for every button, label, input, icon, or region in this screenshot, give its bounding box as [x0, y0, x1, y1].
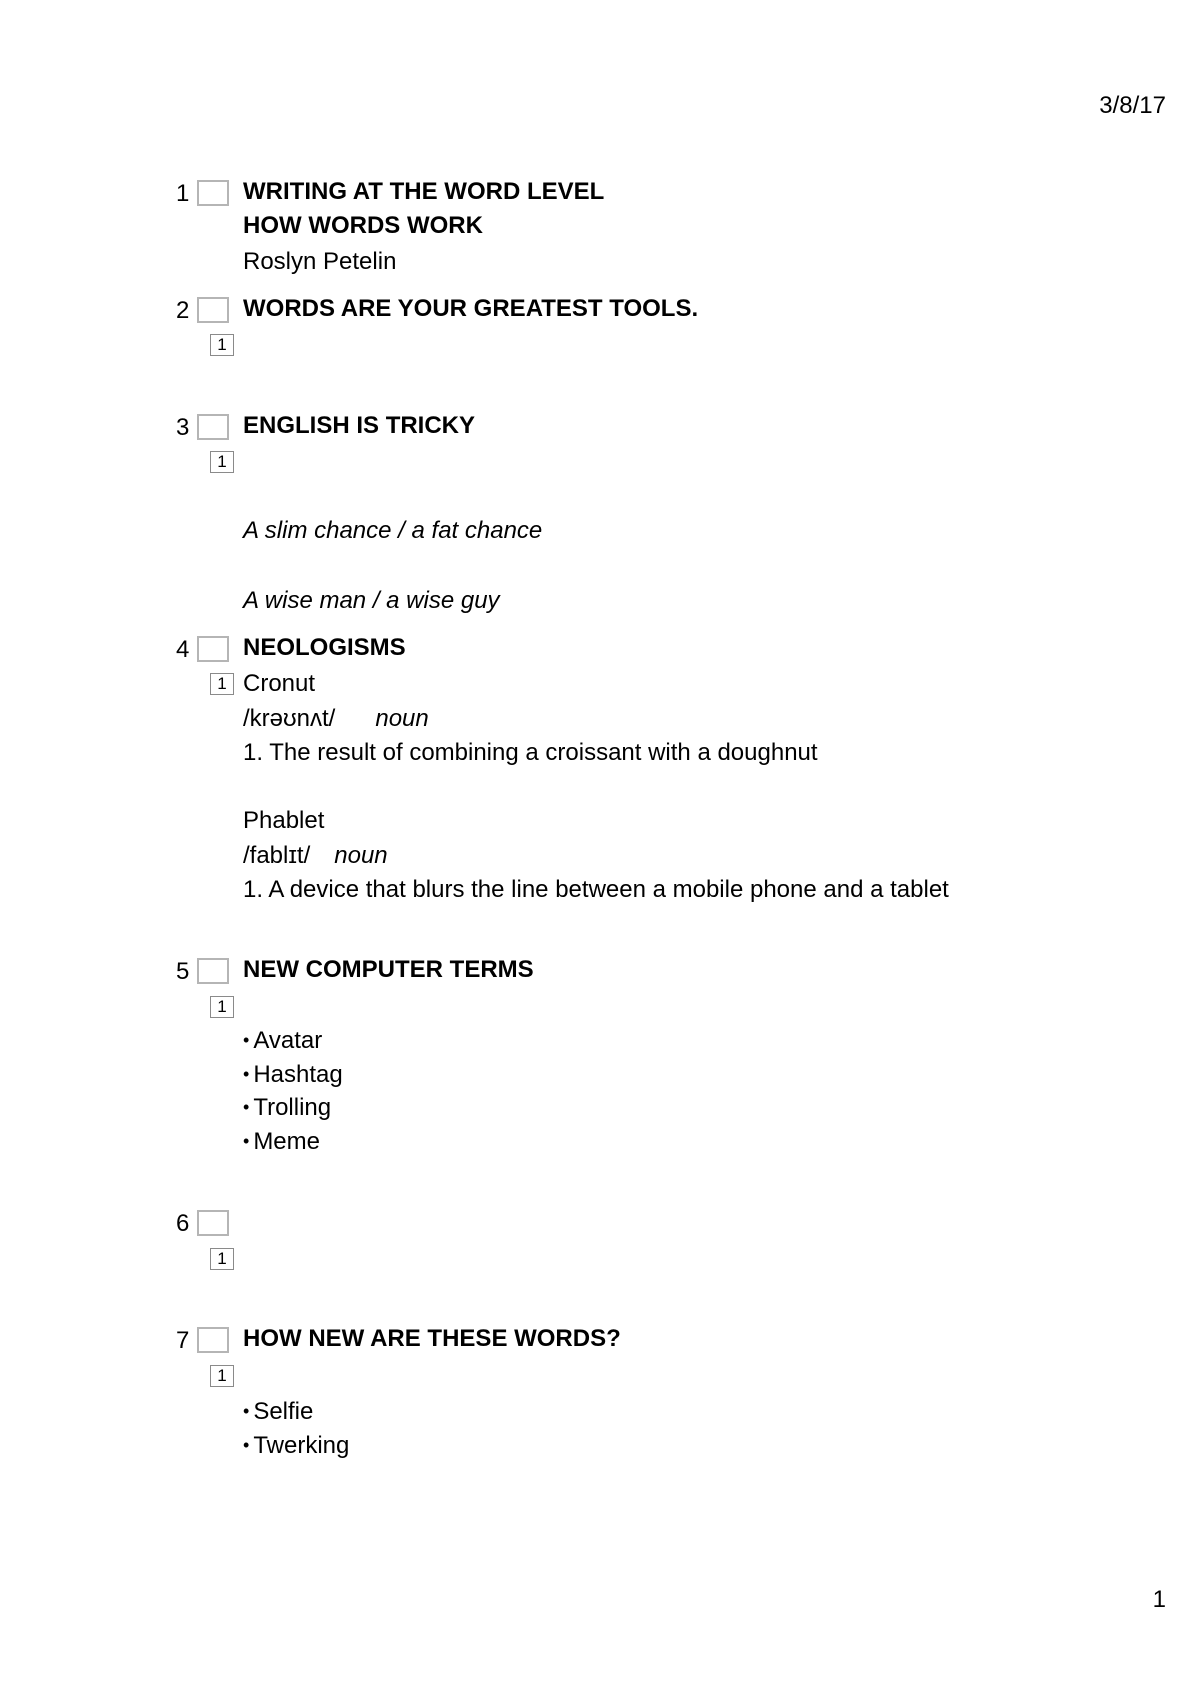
- list-item: • Avatar: [243, 1027, 322, 1055]
- neologism-word: Cronut: [243, 670, 316, 697]
- slide-thumbnail[interactable]: [197, 297, 229, 323]
- list-item: • Twerking: [243, 1432, 349, 1460]
- slide-thumbnail[interactable]: [197, 180, 229, 206]
- pronunciation-line: [243, 842, 388, 870]
- note-marker[interactable]: 1: [210, 1365, 234, 1387]
- list-item: • Selfie: [243, 1398, 313, 1426]
- note-marker[interactable]: 1: [210, 334, 234, 356]
- slide-number: 5: [176, 958, 190, 985]
- slide-number: 7: [176, 1327, 190, 1354]
- slide-title: HOW NEW ARE THESE WORDS?: [243, 1325, 621, 1352]
- list-item: • Hashtag: [243, 1061, 343, 1089]
- slide-thumbnail[interactable]: [197, 636, 229, 662]
- slide-subtitle: HOW WORDS WORK: [243, 212, 483, 239]
- slide-thumbnail[interactable]: [197, 1327, 229, 1353]
- slide-number: 1: [176, 180, 190, 207]
- list-item: • Meme: [243, 1128, 320, 1156]
- pronunciation: /krəʊnʌt/: [243, 705, 336, 732]
- slide-thumbnail[interactable]: [197, 958, 229, 984]
- example-line: A slim chance / a fat chance: [243, 517, 543, 544]
- slide-thumbnail[interactable]: [197, 414, 229, 440]
- slide-number: 6: [176, 1210, 190, 1237]
- slide-title: ENGLISH IS TRICKY: [243, 412, 476, 439]
- page-date: 3/8/17: [1099, 92, 1166, 119]
- page-number: 1: [1152, 1586, 1166, 1613]
- slide-number: 2: [176, 297, 190, 324]
- slide-title: NEOLOGISMS: [243, 634, 406, 661]
- note-marker[interactable]: 1: [210, 673, 234, 695]
- slide-number: 3: [176, 414, 190, 441]
- pronunciation: /fablɪt/: [243, 842, 311, 869]
- slide-title: WRITING AT THE WORD LEVEL: [243, 178, 605, 205]
- definition: 1. The result of combining a croissant with a doughnut: [243, 739, 818, 766]
- note-marker[interactable]: 1: [210, 1248, 234, 1270]
- example-line: A wise man / a wise guy: [243, 587, 500, 614]
- note-marker[interactable]: 1: [210, 996, 234, 1018]
- slide-thumbnail[interactable]: [197, 1210, 229, 1236]
- definition: 1. A device that blurs the line between a mobile phone and a tablet: [243, 876, 949, 903]
- note-marker[interactable]: 1: [210, 451, 234, 473]
- part-of-speech: noun: [334, 842, 388, 869]
- pronunciation-line: [243, 705, 429, 733]
- slide-title: WORDS ARE YOUR GREATEST TOOLS.: [243, 295, 699, 322]
- list-item: • Trolling: [243, 1094, 331, 1122]
- part-of-speech: noun: [375, 705, 429, 732]
- slide-title: NEW COMPUTER TERMS: [243, 956, 534, 983]
- slide-author: Roslyn Petelin: [243, 248, 397, 275]
- slide-number: 4: [176, 636, 190, 663]
- neologism-word: Phablet: [243, 807, 325, 834]
